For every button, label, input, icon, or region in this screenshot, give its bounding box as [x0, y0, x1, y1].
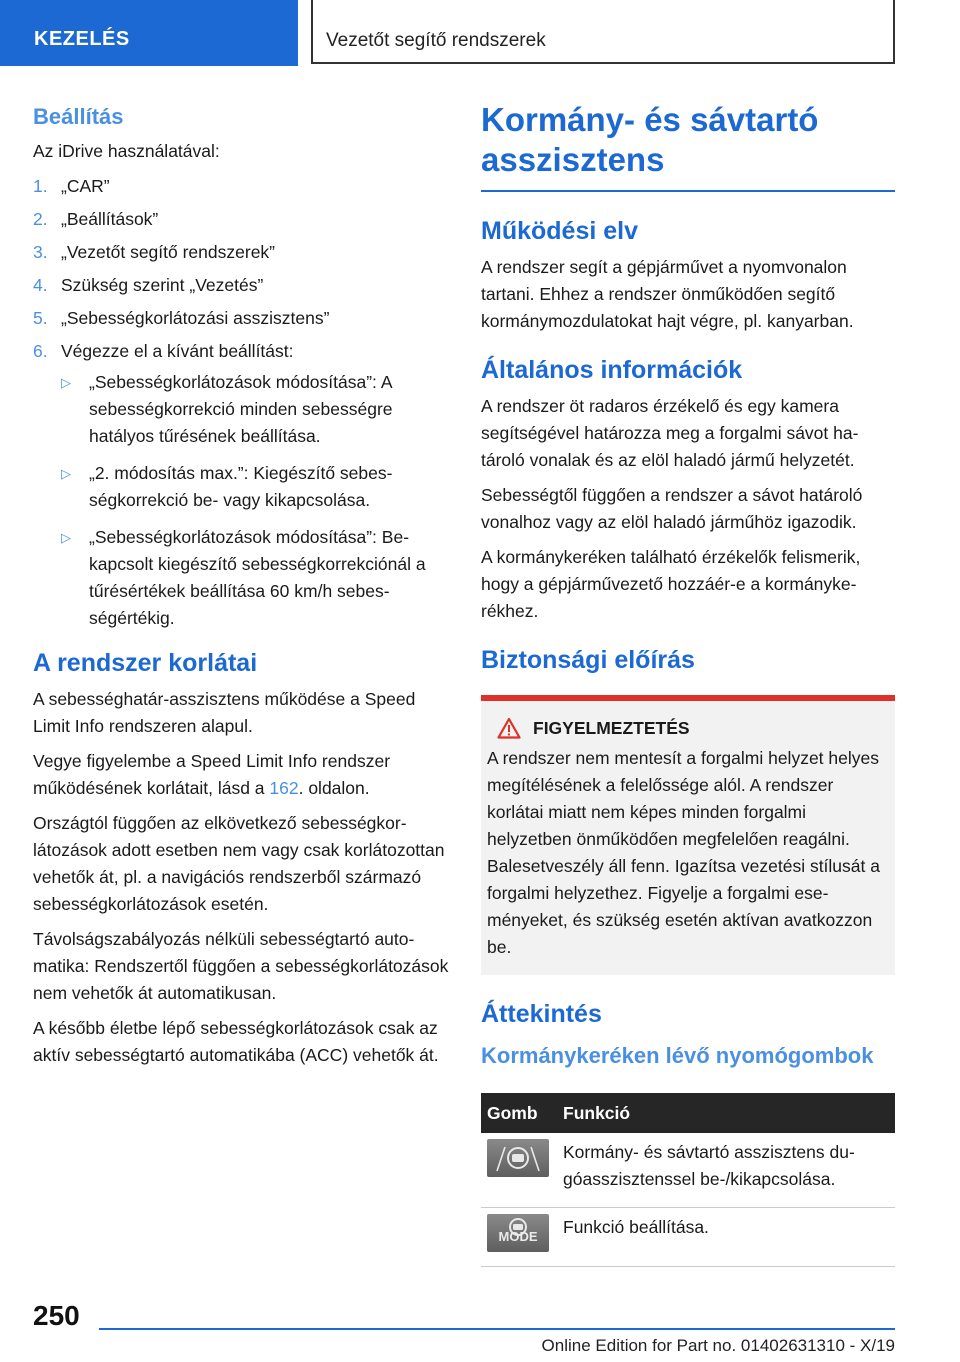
warning-triangle-icon: [497, 717, 521, 739]
step-item: 5. „Sebességkorlátozási asszisztens”: [33, 308, 330, 328]
settings-steps: [33, 173, 451, 632]
sub-item: ▷ „Sebességkorlátozások módosítása”: Bekapcsolt kiegészítő sebességkorrekciónál a tűrésértékek beállítása 60 km/h sebességértékig.: [61, 524, 451, 632]
limits-p1: A sebességhatár-asszisztens működése a Speed Limit Info rendszeren alapul.: [33, 689, 416, 736]
principle-heading: Működési elv: [481, 217, 638, 245]
function-text: Kormány- és sávtartó asszisztens dugóasszisztenssel be-/kikapcsolása.: [557, 1133, 895, 1208]
safety-heading: Biztonsági előírás: [481, 646, 695, 674]
general-p3: A kormánykeréken található érzékelők felismerik, hogy a gépjárművezető hozzáér-e a kormánykerékhez.: [481, 547, 861, 621]
principle-text: A rendszer segít a gépjárművet a nyomvonalon tartani. Ehhez a rendszer önműködően segítő kormánymozdulatokat hajt végre, pl. kanyarban.: [481, 257, 854, 331]
sub-options: [61, 369, 451, 632]
limits-p2: Vegye figyelembe a Speed Limit Info rendszer működésének korlátait, lásd a 162. oldalon.: [33, 751, 391, 798]
sub-item: ▷ „Sebességkorlátozások módosítása”: A sebességkorrekció minden sebességre hatályos tűrésének beállítása.: [61, 369, 451, 450]
left-column: [33, 100, 451, 1077]
sub-item: ▷ „2. módosítás max.”: Kiegészítő sebességkorrekció be- vagy kikapcsolása.: [61, 460, 451, 514]
warning-text: A rendszer nem mentesít a forgalmi helyzet helyes megítélésének a felelőssége alól. A rendszer korlátai miatt nem képes minden forgalmi helyzetben önműködően megfelelően reagálni. Balesetveszély áll fenn. Igazítsa vezetési stílusát a forgalmi helyzethez. Figyelje a forgalmi eseményeket, és szükség esetén aktívan avatkozzon be.: [487, 748, 880, 957]
settings-heading: Beállítás: [33, 104, 124, 129]
warning-box: [481, 701, 895, 975]
step-item: 6. Végezze el a kívánt beállítást: ▷ „Sebességkorlátozások módosítása”: A sebességkorrekció minden sebességre hatályos tűrésének beállítása. ▷ „2. módosítás max.”: Kiegészítő sebességkorrekció be- vagy kikapcsolása. ▷ „Sebességkorlátozások módosítása”: Bekapcsolt kiegészítő sebességkorrekciónál a tűrésértékek beállítása 60 km/h sebességértékig.: [33, 338, 451, 632]
limits-p5: A később életbe lépő sebességkorlátozások csak az aktív sebességtartó automatikába (ACC) vehetők át.: [33, 1018, 439, 1065]
section-tab[interactable]: KEZELÉS: [0, 0, 298, 66]
overview-heading: Áttekintés: [481, 1000, 602, 1028]
header-divider: [311, 0, 313, 64]
lane-assist-icon[interactable]: [487, 1139, 549, 1177]
step-item: 4. Szükség szerint „Vezetés”: [33, 275, 264, 295]
general-p1: A rendszer öt radaros érzékelő és egy kamera segítségével határozza meg a forgalmi sávot határoló vonalak és az elöl haladó jármű helyzetét.: [481, 396, 859, 470]
right-column: [481, 100, 895, 1267]
settings-intro: Az iDrive használatával:: [33, 141, 220, 161]
footer-rule: [99, 1328, 895, 1330]
limits-p3: Országtól függően az elkövetkező sebességkorlátozások adott esetben nem vagy csak korlátozottan vehetők át, pl. a navigációs rendszerből származó sebességkorlátozások esetén.: [33, 813, 445, 914]
general-p2: Sebességtől függően a rendszer a sávot határoló vonalhoz vagy az elöl haladó járműhöz igazodik.: [481, 485, 863, 532]
page-number: 250: [33, 1300, 80, 1331]
function-text: Funkció beállítása.: [557, 1208, 895, 1267]
limits-p4: Távolságszabályozás nélküli sebességtartó automatika: Rendszertől függően a sebességkorlátozások nem vehetők át automatikusan.: [33, 929, 449, 1003]
col-button-header: Gomb: [481, 1093, 557, 1133]
limits-heading: A rendszer korlátai: [33, 649, 258, 677]
col-function-header: Funkció: [557, 1093, 895, 1133]
triangle-bullet-icon: ▷: [61, 375, 71, 390]
page-title: Kormány- és sávtartó asszisztens: [481, 101, 819, 178]
table-row: [481, 1133, 895, 1208]
page-header: [0, 0, 960, 66]
mode-label: MODE: [498, 1229, 538, 1244]
buttons-heading: Kormánykeréken lévő nyomógombok: [481, 1043, 874, 1068]
buttons-table: [481, 1093, 895, 1267]
step-item: 3. „Vezetőt segítő rendszerek”: [33, 242, 275, 262]
step-item: 2. „Beállítások”: [33, 209, 159, 229]
warning-title: FIGYELMEZTETÉS: [533, 717, 690, 738]
page-link[interactable]: 162: [269, 778, 299, 798]
step-item: 1. „CAR”: [33, 176, 110, 196]
header-underline: [311, 62, 895, 64]
title-rule: [481, 190, 895, 192]
mode-icon[interactable]: [487, 1214, 549, 1252]
footer-edition: Online Edition for Part no. 01402631310 - X/19: [541, 1336, 895, 1355]
general-heading: Általános információk: [481, 356, 743, 384]
header-divider-right: [893, 0, 895, 64]
table-row: [481, 1208, 895, 1267]
triangle-bullet-icon: ▷: [61, 466, 71, 481]
chapter-title: Vezetőt segítő rendszerek: [326, 30, 546, 51]
triangle-bullet-icon: ▷: [61, 530, 71, 545]
